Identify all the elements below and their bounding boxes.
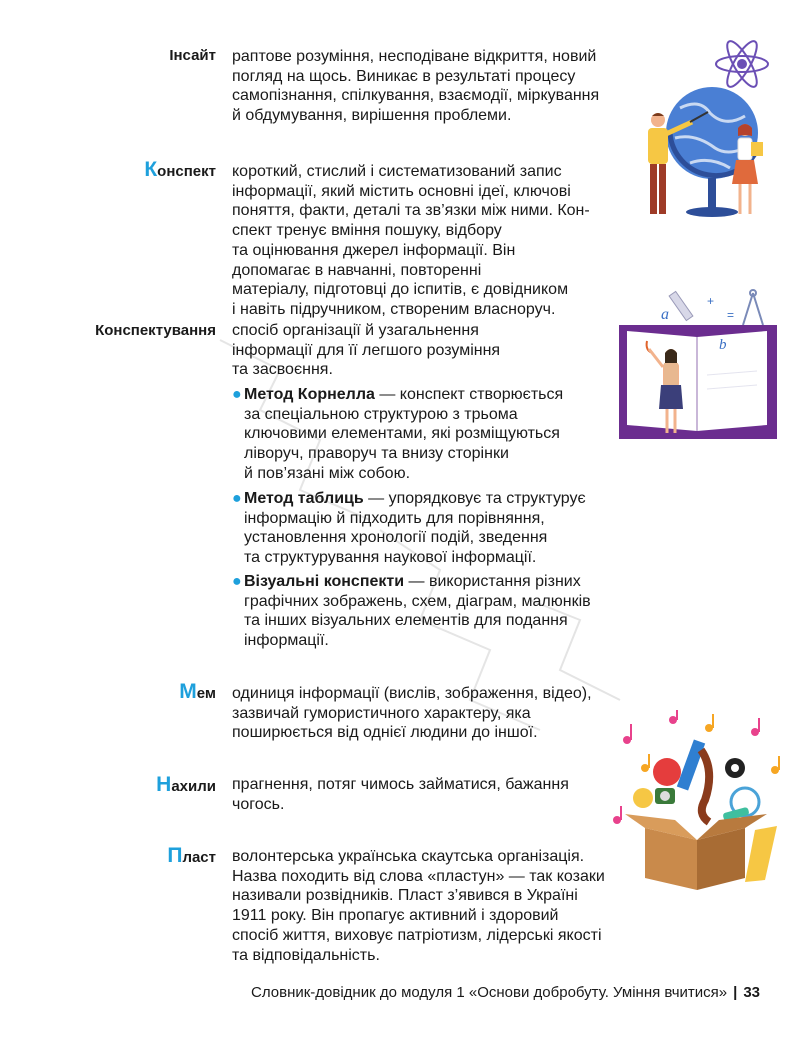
definition-line: спект тренує вміння пошуку, відбору — [232, 222, 502, 240]
definition-line: поширюється від однієї людини до іншої. — [232, 724, 538, 742]
bullet-line: інформації. — [244, 632, 329, 650]
bullet-first-line: — використання різних — [404, 573, 581, 590]
definition-line: та оцінювання джерел інформації. Він — [232, 241, 516, 259]
definition-konspektuvannia — [232, 321, 500, 380]
definition-line: та відповідальність. — [232, 946, 380, 964]
bullet-title: Метод таблиць — [244, 490, 364, 507]
term-rest: онспект — [157, 163, 216, 180]
pencil-icon — [669, 291, 693, 320]
bullet-line: та структурування наукової інформації. — [244, 549, 537, 567]
term-konspekt — [144, 160, 216, 182]
term-rest: ахили — [171, 778, 216, 795]
ball-icon — [653, 758, 681, 786]
bullet-dot-icon: ● — [232, 573, 242, 590]
bullet-first-line: — упорядковує та структурує — [363, 490, 586, 507]
letter-b: b — [719, 337, 727, 353]
compass-icon — [743, 290, 763, 325]
term-initial: П — [167, 844, 183, 867]
bullet-line: й пов’язані між собою. — [244, 464, 411, 482]
equals-sign: = — [727, 308, 735, 322]
bullet-title: Візуальні конспекти — [244, 573, 405, 590]
definition-line: поняття, факти, деталі та зв’язки між ними. Кон- — [232, 202, 590, 220]
globe-teachers-illustration — [630, 38, 780, 223]
bullet-line: ключовими елементами, які розміщуються — [244, 425, 560, 443]
term-mem — [179, 682, 216, 704]
definition-line: одиниця інформації (вислів, зображення, відео), — [232, 685, 592, 702]
bullet-title: Метод Корнелла — [244, 386, 375, 403]
letter-a: a — [661, 306, 669, 323]
definition-line: спосіб життя, виховує патріотизм, лідерські якості — [232, 926, 602, 944]
bullet-table-method — [232, 489, 586, 568]
definition-line: й обдумування, вирішення проблеми. — [232, 107, 512, 125]
definition-line: спосіб організації й узагальнення — [232, 322, 479, 339]
bullet-line: ліворуч, праворуч та внизу сторінки — [244, 445, 509, 463]
definition-line: 1911 року. Він пропагує активний і здоровий — [232, 907, 559, 925]
bullet-cornell-method — [232, 385, 563, 484]
term-insight: Інсайт — [169, 47, 216, 64]
definition-konspekt — [232, 162, 590, 320]
definition-line: допомагає в навчанні, повторенні — [232, 261, 482, 279]
term-initial: Н — [156, 773, 172, 796]
hobbies-box-illustration — [605, 710, 785, 895]
open-book-illustration — [615, 285, 780, 445]
term-rest: ласт — [182, 849, 216, 866]
bullet-line: та інших візуальних елементів для подання — [244, 612, 568, 630]
definition-line: називали розвідників. Пласт з’явився в Україні — [232, 887, 578, 905]
definition-line: прагнення, потяг чимось займатися, бажання — [232, 776, 569, 793]
definition-line: Назва походить від слова «пластун» — так козаки — [232, 867, 605, 885]
book-icon — [677, 739, 705, 790]
bullet-line: за спеціальною структурою з трьома — [244, 405, 518, 423]
paint-icon — [633, 788, 653, 808]
definition-nakhyly — [232, 775, 569, 814]
footer-title: Словник-довідник до модуля 1 «Основи добробуту. Уміння вчитися» — [251, 984, 728, 1001]
definition-mem — [232, 684, 592, 743]
definition-line: зазвичай гумористичного характеру, яка — [232, 704, 531, 722]
bullet-dot-icon: ● — [232, 386, 242, 403]
bullet-visual-notes — [232, 572, 591, 651]
definition-line: і навіть підручником, створеним власноруч. — [232, 300, 556, 318]
term-initial: М — [179, 680, 197, 703]
term-plast — [167, 846, 216, 868]
definition-line: чогось. — [232, 795, 285, 813]
definition-line: волонтерська українська скаутська організація. — [232, 848, 585, 865]
bullet-line: інформацію й підходить для порівняння, — [244, 509, 545, 527]
atom-icon — [716, 38, 768, 91]
definition-plast — [232, 847, 605, 965]
term-nakhyly — [156, 775, 216, 797]
page-footer — [251, 984, 760, 1001]
guitar-icon — [701, 750, 709, 822]
bullet-dot-icon: ● — [232, 490, 242, 507]
definition-line: раптове розуміння, несподіване відкриття, новий — [232, 48, 597, 65]
definition-line: та засвоєння. — [232, 361, 333, 379]
plus-sign: + — [707, 294, 715, 308]
bullet-line: установлення хронології подій, зведення — [244, 529, 548, 547]
definition-line: інформації, який містить основні ідеї, ключові — [232, 182, 571, 200]
bullet-first-line: — конспект створюється — [374, 386, 564, 403]
definition-line: самопізнання, спілкування, взаємодії, міркування — [232, 87, 600, 105]
page-number: 33 — [743, 984, 760, 1001]
definition-line: матеріалу, підготовці до іспитів, є довідником — [232, 281, 569, 299]
footer-separator: | — [733, 984, 738, 1001]
term-rest: ем — [196, 685, 216, 702]
definition-insight — [232, 47, 599, 126]
term-konspektuvannia: Конспектування — [95, 322, 216, 339]
definition-line: погляд на щось. Виникає в результаті процесу — [232, 67, 576, 85]
bullet-line: графічних зображень, схем, діаграм, малюнків — [244, 592, 591, 610]
term-initial: К — [144, 158, 158, 181]
definition-line: короткий, стислий і систематизований запис — [232, 163, 562, 180]
ruler-icon — [745, 826, 777, 882]
definition-line: інформації для її легшого розуміння — [232, 341, 501, 359]
